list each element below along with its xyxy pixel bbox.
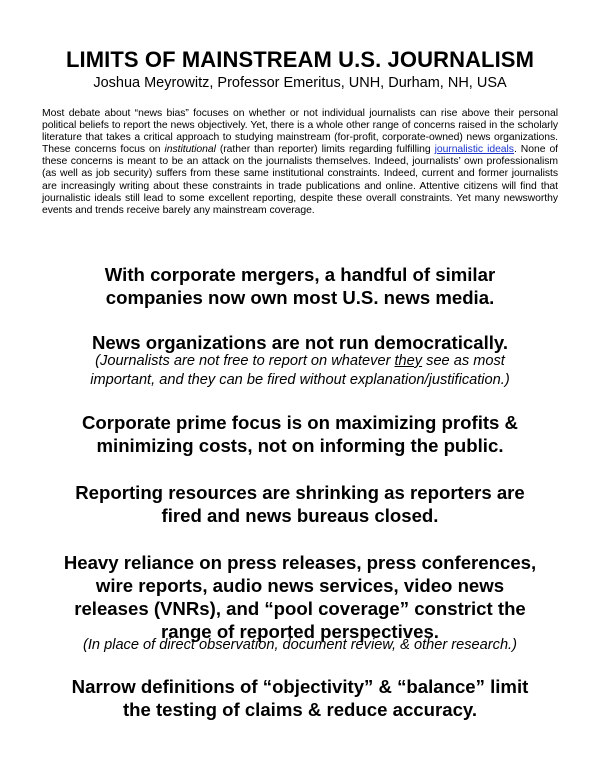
point-shrinking-resources [20,481,580,527]
note-emphasis: they [394,353,423,369]
point-not-democratic [20,331,580,354]
point-line: minimizing costs, not on informing the public. [96,435,504,456]
point-line: Corporate prime focus is on maximizing profits & [82,412,518,433]
point-objectivity [20,675,580,721]
journalistic-ideals-link[interactable]: journalistic ideals [434,144,514,156]
note-text: see as most [422,353,505,369]
note-text: (Journalists are not free to report on whatever [95,353,395,369]
point-note-not-democratic [20,352,580,390]
point-profit-focus [20,411,580,457]
point-line: companies now own most U.S. news media. [105,287,495,308]
point-line: the testing of claims & reduce accuracy. [122,699,478,720]
point-line: releases (VNRs), and “pool coverage” constrict the [74,598,526,619]
intro-text-3: . None of these concerns is meant to be an attack on the journalists themselves. Indeed, journalists’ own professionalism (as well as job security) suffers from these same institutional constraints. Indeed, current and former journalists are increasingly writing about these constraints in trade publications and online. Attentive citizens will find that journalistic ideals still lead to some excellent reporting, despite these overall constraints. Yet many newsworthy events and trends receive barely any mainstream coverage. [42,144,559,216]
point-note-press-releases: (In place of direct observation, document review, & other research.) [83,637,517,653]
point-line: wire reports, audio news services, video news [95,575,505,596]
note-text: important, and they can be fired without explanation/justification.) [90,372,510,388]
intro-emphasis: institutional [164,144,216,156]
point-line: With corporate mergers, a handful of similar [104,264,496,285]
author-line: Joshua Meyrowitz, Professor Emeritus, UNH, Durham, NH, USA [93,75,507,91]
intro-paragraph [42,108,558,217]
point-line: Heavy reliance on press releases, press conferences, [63,552,537,573]
point-corporate-mergers [20,263,580,309]
intro-text-2: (rather than reporter) limits regarding fulfilling [215,144,435,156]
intro-text-1: Most debate about “news bias” focuses on whether or not individual journalists can rise above their personal political beliefs to report the news objectively. Yet, there is a whole other range of concerns raised in the scholarly literature that takes a critical approach to studying mainstream (for-profit, corporate-owned) news organizations. These concerns focus on [42,108,558,156]
point-line: News organizations are not run democratically. [91,332,509,353]
point-line: fired and news bureaus closed. [161,505,439,526]
point-line: Reporting resources are shrinking as reporters are [75,482,525,503]
page-title: LIMITS OF MAINSTREAM U.S. JOURNALISM [65,47,535,72]
point-press-releases [20,551,580,643]
point-line: Narrow definitions of “objectivity” & “balance” limit [71,676,529,697]
point-line: range of reported perspectives. [161,621,439,642]
